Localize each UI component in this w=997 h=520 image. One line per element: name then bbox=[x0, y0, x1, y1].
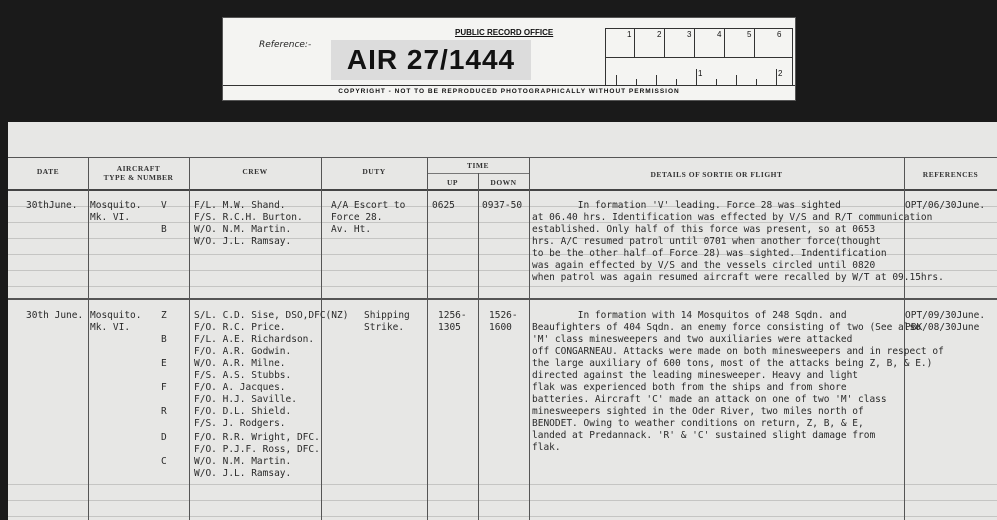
entry2-details-line: Beaufighters of 404 Sqdn. an enemy force consisting of two (See also bbox=[532, 322, 921, 333]
entry2-crew-member: W/O. A.R. Milne. bbox=[194, 358, 286, 369]
entry2-crew-member: F/O. H.J. Saville. bbox=[194, 394, 297, 405]
entry2-aircraft-letter: B bbox=[161, 334, 167, 345]
entry2-aircraft-letter: Z bbox=[161, 310, 167, 321]
entry1-aircraft-letter: B bbox=[161, 224, 167, 235]
entry2-duty: Shipping Strike. bbox=[364, 310, 410, 333]
entry1-details-line: to be the other half of Force 28) was sighted. Indentification bbox=[532, 248, 887, 259]
ruler-number: 3 bbox=[687, 30, 692, 39]
entry2-crew-member: S/L. C.D. Sise, DSO,DFC(NZ) bbox=[194, 310, 349, 321]
entry2-crew-member: F/S. J. Rodgers. bbox=[194, 418, 286, 429]
reference-label: Reference:- bbox=[259, 40, 312, 50]
entry2-crew-member: F/O. P.J.F. Ross, DFC. bbox=[194, 444, 320, 455]
entry2-details-line: batteries. Aircraft 'C' made an attack on one of two 'M' class bbox=[532, 394, 887, 405]
entry1-time-down: 0937-50 bbox=[482, 200, 523, 211]
entry1-details-line: when patrol was again resumed aircraft were recalled by W/T at 09.15hrs. bbox=[532, 272, 944, 283]
public-record-office-label: PUBLIC RECORD OFFICE bbox=[455, 28, 554, 37]
reference-code-box bbox=[331, 40, 531, 80]
entry2-details-line: landed at Predannack. 'R' & 'C' sustained slight damage from bbox=[532, 430, 876, 441]
header-aircraft: AIRCRAFT TYPE & NUMBER bbox=[103, 164, 174, 182]
entry1-time-up: 0625 bbox=[432, 200, 455, 211]
entry1-details-line: hrs. A/C resumed patrol until 0701 when another force(thought bbox=[532, 236, 881, 247]
entry2-crew-member: F/O. A. Jacques. bbox=[194, 382, 286, 393]
entry2-aircraft-letter: F bbox=[161, 382, 167, 393]
entry2-details-line: 'M' class minesweepers and two auxiliaries were attacked bbox=[532, 334, 853, 345]
entry2-aircraft-letter: R bbox=[161, 406, 167, 417]
reference-code: AIR 27/1444 bbox=[346, 44, 516, 75]
entry2-crew-member: F/O. R.R. Wright, DFC. bbox=[194, 432, 320, 443]
entry1-details-line: was again effected by V/S and the vessels circled until 0820 bbox=[532, 260, 876, 271]
entry2-details-line: off CONGARNEAU. Attacks were made on both minesweepers and in respect of bbox=[532, 346, 944, 357]
entry1-aircraft-letter: V bbox=[161, 200, 167, 211]
entry2-crew-member: F/O. A.R. Godwin. bbox=[194, 346, 292, 357]
header-time-down: DOWN bbox=[490, 178, 517, 187]
entry2-crew-member: W/O. N.M. Martin. bbox=[194, 456, 292, 467]
entry2-aircraft-letter: C bbox=[161, 456, 167, 467]
entry1-crew-member: W/O. N.M. Martin. bbox=[194, 224, 292, 235]
entry2-crew-member: F/L. A.E. Richardson. bbox=[194, 334, 315, 345]
ruler-number: 1 bbox=[627, 30, 632, 39]
entry2-details-line: directed against the leading minesweeper. Heavy and light bbox=[532, 370, 859, 381]
entry2-details-line: flak was experienced both from the ships and from shore bbox=[532, 382, 847, 393]
entry1-details-line: at 06.40 hrs. Identification was effected by V/S and R/T communication bbox=[532, 212, 933, 223]
ruler-number: 2 bbox=[778, 69, 783, 78]
entry1-duty: A/A Escort to Force 28. Av. Ht. bbox=[331, 200, 406, 235]
operations-record-page bbox=[8, 122, 997, 520]
header-duty: DUTY bbox=[362, 167, 386, 176]
entry1-date: 30thJune. bbox=[26, 200, 78, 211]
entry2-time-up: 1256- 1305 bbox=[438, 310, 467, 333]
entry2-aircraft-letter: D bbox=[161, 432, 167, 443]
entry2-aircraft-letter: E bbox=[161, 358, 167, 369]
entry2-details-line: BENODET. Owing to weather conditions on return, Z, B, & E, bbox=[532, 418, 864, 429]
header-date: DATE bbox=[36, 167, 60, 176]
reference-strip bbox=[222, 17, 796, 101]
copyright-notice: COPYRIGHT - NOT TO BE REPRODUCED PHOTOGRAPHICALLY WITHOUT PERMISSION bbox=[338, 88, 680, 95]
measurement-ruler bbox=[605, 28, 793, 86]
header-time-up: UP bbox=[447, 178, 458, 187]
entry1-aircraft-type: Mosquito. Mk. VI. bbox=[90, 200, 142, 223]
entry2-details-line: the large auxiliary of 600 tons, most of the attacks being Z, B, & E.) bbox=[532, 358, 933, 369]
ruler-number: 6 bbox=[777, 30, 782, 39]
entry1-crew-member: W/O. J.L. Ramsay. bbox=[194, 236, 292, 247]
entry2-aircraft-type: Mosquito. Mk. VI. bbox=[90, 310, 142, 333]
header-references: REFERENCES bbox=[922, 170, 979, 179]
entry1-details-line: established. Only half of this force was present, so at 0653 bbox=[532, 224, 876, 235]
ruler-number: 2 bbox=[657, 30, 662, 39]
entry2-crew-member: F/O. R.C. Price. bbox=[194, 322, 286, 333]
ruler-number: 4 bbox=[717, 30, 722, 39]
entry2-crew-member: F/S. A.S. Stubbs. bbox=[194, 370, 292, 381]
entry1-details-line: In formation 'V' leading. Force 28 was sighted bbox=[532, 200, 841, 211]
entry2-time-down: 1526- 1600 bbox=[489, 310, 518, 333]
entry2-crew-member: F/O. D.L. Shield. bbox=[194, 406, 292, 417]
ruler-number: 5 bbox=[747, 30, 752, 39]
entry1-crew-member: F/L. M.W. Shand. bbox=[194, 200, 286, 211]
entry2-details-line: minesweepers sighted in the Oder River, two miles north of bbox=[532, 406, 864, 417]
entry1-crew-member: F/S. R.C.H. Burton. bbox=[194, 212, 303, 223]
header-crew: CREW bbox=[242, 167, 268, 176]
entry2-details-line: In formation with 14 Mosquitos of 248 Sqdn. and bbox=[532, 310, 847, 321]
entry2-references: OPT/09/30June. PBK/08/30June bbox=[905, 310, 986, 333]
ruler-number: 1 bbox=[698, 69, 703, 78]
header-time: TIME bbox=[466, 161, 489, 170]
header-details: DETAILS OF SORTIE OR FLIGHT bbox=[650, 170, 783, 179]
entry2-details-line: flak. bbox=[532, 442, 561, 453]
entry2-date: 30th June. bbox=[26, 310, 84, 321]
entry2-crew-member: W/O. J.L. Ramsay. bbox=[194, 468, 292, 479]
entry1-references: OPT/06/30June. bbox=[905, 200, 986, 211]
